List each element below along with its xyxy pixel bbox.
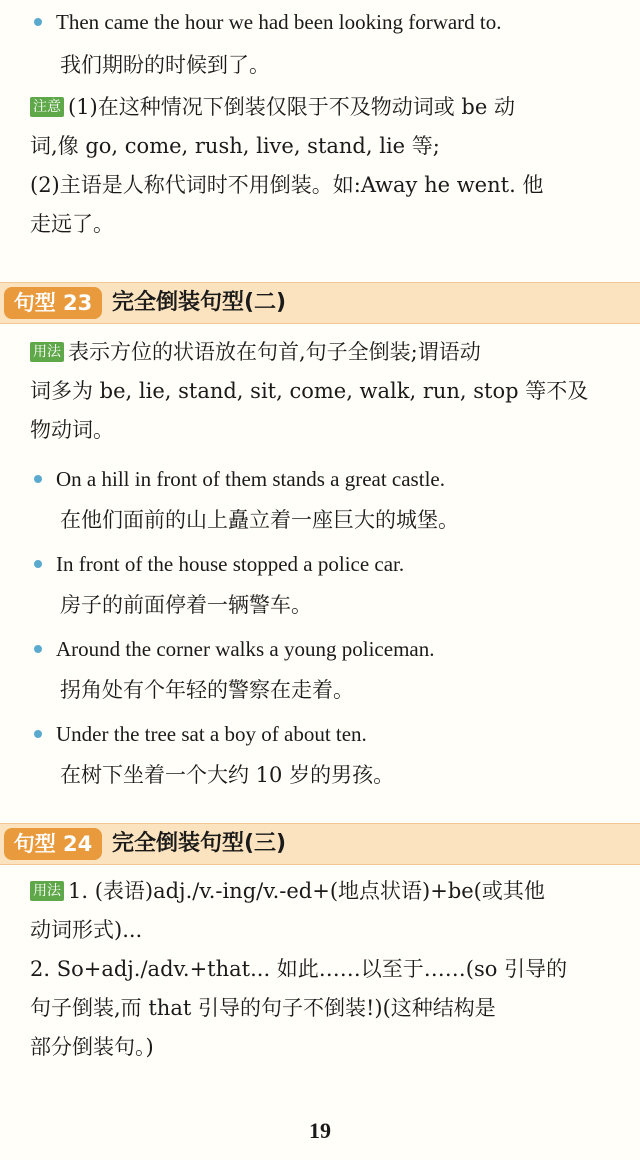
bullet-dot bbox=[34, 560, 42, 568]
section-badge bbox=[4, 287, 102, 319]
usage-line-3: 物动词。 bbox=[30, 418, 114, 442]
example-english: Around the corner walks a young policeman. bbox=[56, 637, 435, 661]
usage-line-1: 表示方位的状语放在句首,句子全倒装;谓语动 bbox=[68, 340, 481, 364]
usage-line-2: 词多为 be, lie, stand, sit, come, walk, run, stop 等不及 bbox=[30, 379, 589, 403]
note-line-2: 词,像 go, come, rush, live, stand, lie 等; bbox=[30, 134, 440, 158]
section-badge-label: 句型 23 bbox=[13, 291, 93, 315]
bullet-dot bbox=[34, 475, 42, 483]
usage-line-2: 动词形式)... bbox=[30, 918, 143, 942]
example-english: Then came the hour we had been looking forward to. bbox=[56, 10, 502, 34]
example-chinese: 我们期盼的时候到了。 bbox=[60, 53, 270, 77]
usage-line-4: 句子倒装,而 that 引导的句子不倒装!)(这种结构是 bbox=[30, 996, 496, 1020]
usage-paragraph-24 bbox=[30, 872, 624, 1067]
section-badge bbox=[4, 828, 102, 860]
example-chinese: 在树下坐着一个大约 10 岁的男孩。 bbox=[60, 763, 395, 787]
bullet-dot bbox=[34, 18, 42, 26]
example-chinese: 房子的前面停着一辆警车。 bbox=[60, 593, 312, 617]
example-chinese: 拐角处有个年轻的警察在走着。 bbox=[60, 678, 354, 702]
section-badge-label: 句型 24 bbox=[13, 832, 93, 856]
usage-tag: 用法 bbox=[30, 342, 64, 362]
usage-line-1: 1. (表语)adj./v.-ing/v.-ed+(地点状语)+be(或其他 bbox=[68, 879, 545, 903]
section-title: 完全倒装句型(二) bbox=[112, 290, 287, 315]
note-line-4: 走远了。 bbox=[30, 212, 114, 236]
section-header-23 bbox=[0, 282, 640, 324]
example-english: In front of the house stopped a police car. bbox=[56, 552, 405, 576]
usage-tag: 用法 bbox=[30, 881, 64, 901]
section-title: 完全倒装句型(三) bbox=[112, 831, 287, 856]
note-paragraph bbox=[30, 88, 624, 244]
usage-line-3: 2. So+adj./adv.+that... 如此……以至于……(so 引导的 bbox=[30, 957, 568, 981]
example-chinese: 在他们面前的山上矗立着一座巨大的城堡。 bbox=[60, 508, 459, 532]
page-number: 19 bbox=[309, 1118, 331, 1143]
example-english: Under the tree sat a boy of about ten. bbox=[56, 722, 367, 746]
bullet-dot bbox=[34, 645, 42, 653]
usage-paragraph-23 bbox=[30, 333, 624, 450]
usage-line-5: 部分倒装句。) bbox=[30, 1035, 154, 1059]
section-header-24 bbox=[0, 823, 640, 865]
example-english: On a hill in front of them stands a great castle. bbox=[56, 467, 445, 491]
note-tag: 注意 bbox=[30, 97, 64, 117]
note-line-3: (2)主语是人称代词时不用倒装。如:Away he went. 他 bbox=[30, 173, 544, 197]
note-line-1: (1)在这种情况下倒装仅限于不及物动词或 be 动 bbox=[68, 95, 515, 119]
bullet-dot bbox=[34, 730, 42, 738]
